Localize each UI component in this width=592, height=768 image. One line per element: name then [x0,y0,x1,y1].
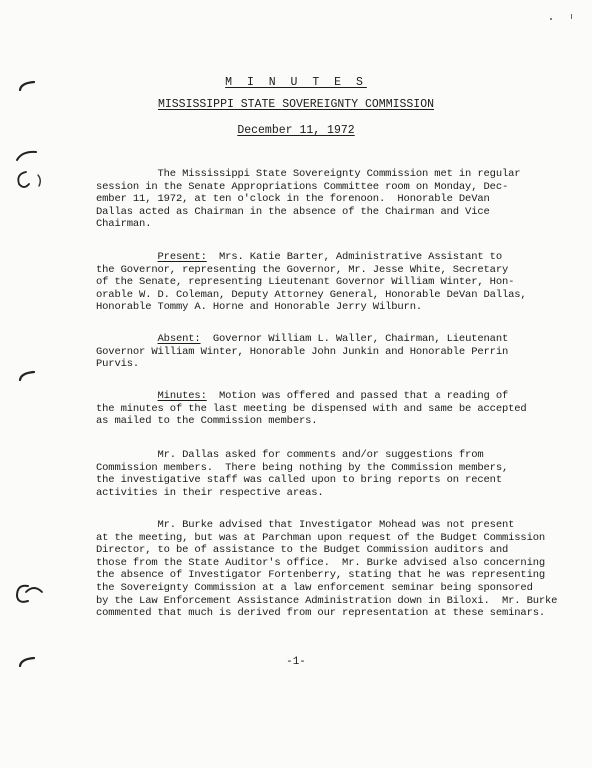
present-first-line: Mrs. Katie Barter, Administrative Assistant to [206,251,502,263]
text-line: Commission members. There being nothing by the Commission members, [96,461,509,474]
text-line: Dallas acted as Chairman in the absence of the Chairman and Vice [96,205,490,218]
present-paragraph [96,251,527,314]
text-line: orable W. D. Coleman, Deputy Attorney General, Honorable DeVan Dallas, [96,288,527,301]
burke-paragraph [96,519,558,620]
absent-paragraph [96,333,516,371]
scan-speck [550,18,552,20]
text-line: those from the State Auditor's office. Mr. Burke advised also concerning [96,556,546,569]
text-line: The Mississippi State Sovereignty Commission met in regular [96,168,521,180]
text-line: activities in their respective areas. [96,486,324,499]
present-label: Present: [157,251,207,263]
text-line: the absence of Investigator Fortenberry, stating that he was representing [96,569,546,582]
text-line: the Sovereignty Commission at a law enforcement seminar being sponsored [96,581,533,594]
text-line: Governor William Winter, Honorable John Junkin and Honorable Perrin [96,345,509,358]
text-line: Honorable Tommy A. Horne and Honorable Jerry Wilburn. [96,301,423,314]
text-line: Director, to be of assistance to the Budget Commission auditors and [96,544,509,557]
text-line: ember 11, 1972, at ten o'clock in the forenoon. Honorable DeVan [96,193,490,206]
text-line [96,251,516,264]
punch-hole-mark-icon [14,582,46,606]
text-line: as mailed to the Commission members. [96,415,318,428]
text-line [96,333,516,346]
text-line: the minutes of the last meeting be dispensed with and same be accepted [96,402,527,415]
absent-first-line: Governor William L. Waller, Chairman, Lieutenant [200,333,509,345]
binder-mark-icon [18,370,36,382]
text-line: commented that much is derived from our representation at these seminars. [96,607,546,620]
minutes-paragraph [96,390,527,428]
text-line: at the meeting, but was at Parchman upon request of the Budget Commission [96,531,546,544]
minutes-first-line: Motion was offered and passed that a reading of [206,390,509,402]
text-line: Mr. Dallas asked for comments and/or suggestions from [96,449,484,461]
text-line: of the Senate, representing Lieutenant Governor William Winter, Hon- [96,276,515,289]
text-line: the Governor, representing the Governor, Mr. Jesse White, Secretary [96,263,509,276]
text-line: by the Law Enforcement Assistance Administration down in Biloxi. Mr. Burke [96,594,558,607]
organization-name: MISSISSIPPI STATE SOVEREIGNTY COMMISSION [157,98,435,111]
scan-speck [571,14,572,19]
minutes-label: Minutes: [157,390,207,402]
binder-mark-icon [18,656,36,668]
text-line: the investigative staff was called upon to bring reports on recent [96,474,502,487]
intro-paragraph [96,168,521,231]
text-line: Mr. Burke advised that Investigator Mohead was not present [96,519,515,531]
punch-hole-mark-icon [14,148,44,192]
text-line: Purvis. [96,358,140,371]
binder-mark-icon [18,80,36,92]
text-line: session in the Senate Appropriations Committee room on Monday, Dec- [96,180,509,193]
meeting-date: December 11, 1972 [237,124,355,137]
text-line: Chairman. [96,218,152,231]
document-title: M I N U T E S [225,76,367,89]
text-line [96,390,516,403]
page-number: -1- [286,656,306,668]
dallas-paragraph [96,449,516,499]
absent-label: Absent: [157,333,201,345]
